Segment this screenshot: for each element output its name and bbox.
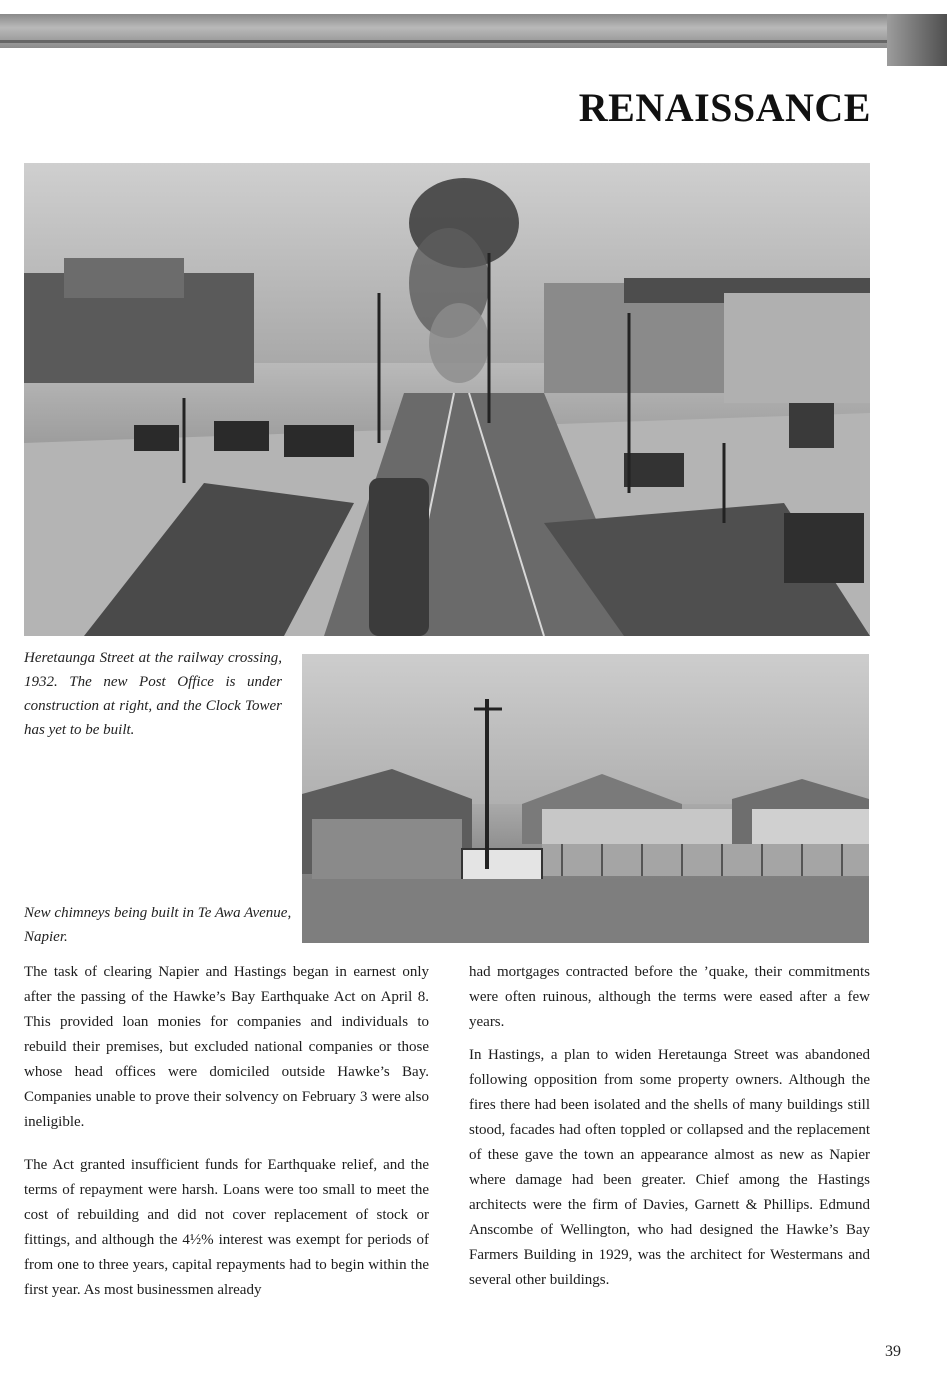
body-paragraph: In Hastings, a plan to widen Heretaunga Street was abandoned following opposition from some property owners. Although the fires there had been isolated and the shells of many buildings still stood, facades had often toppled or collapsed and the replacement of these gave the town an appearance almost as new as Napier where damage had been greater. Chief among the Hastings architects were the firm of Davies, Garnett & Phillips. Edmund Anscombe of Wellington, who had designed the Hawke’s Bay Farmers Building in 1929, was the architect for Westermans and several other buildings. bbox=[469, 1047, 870, 1288]
chimneys-photo bbox=[302, 654, 869, 943]
body-paragraph: The Act granted insufficient funds for Earthquake relief, and the terms of repayment were harsh. Loans were too small to meet the cost of rebuilding and did not cover replacement of stock or fittings, and although the 4½% interest was exempt for periods of from one to three years, capital repayments had to begin within the first year. As most businessmen already bbox=[24, 1157, 429, 1298]
chimneys-photo-illustration bbox=[302, 654, 869, 943]
photo2-caption: New chimneys being built in Te Awa Avenue, Napier. bbox=[24, 905, 292, 945]
body-left-column bbox=[24, 960, 429, 1321]
corner-decoration bbox=[887, 14, 947, 66]
body-right-column bbox=[469, 960, 870, 1311]
body-paragraph: The task of clearing Napier and Hastings began in earnest only after the passing of the Hawke’s Bay Earthquake Act on April 8. This provided loan monies for companies and individuals to rebuild their premises, but excluded national companies or those whose head offices were domiciled outside Hawke’s Bay. Companies unable to prove their solvency on February 3 were also ineligible. bbox=[24, 964, 429, 1130]
top-banner-rule bbox=[0, 40, 900, 43]
street-photo-illustration bbox=[24, 163, 870, 636]
body-paragraph: had mortgages contracted before the ’quake, their commitments were often ruinous, although the terms were eased after a few years. bbox=[469, 964, 870, 1030]
street-photo bbox=[24, 163, 870, 636]
page-number: 39 bbox=[885, 1343, 901, 1360]
section-title: RENAISSANCE bbox=[578, 85, 871, 130]
photo1-caption: Heretaunga Street at the railway crossing, 1932. The new Post Office is under construction at right, and the Clock Tower has yet to be built. bbox=[24, 650, 282, 738]
